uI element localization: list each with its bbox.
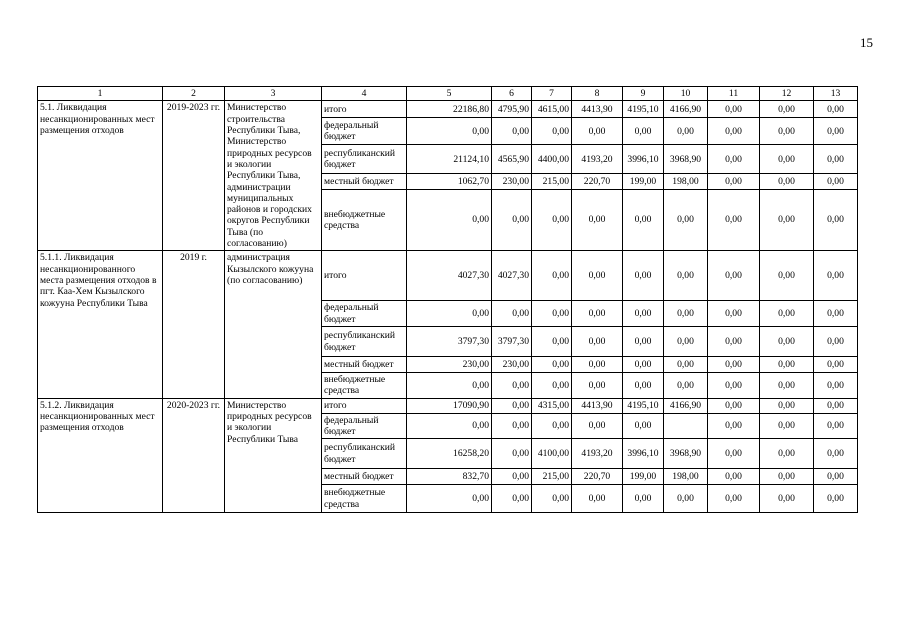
amount-cell: 4100,00 bbox=[532, 439, 572, 469]
amount-cell: 0,00 bbox=[407, 189, 492, 250]
amount-cell: 0,00 bbox=[664, 357, 708, 373]
funding-source: федеральный бюджет bbox=[322, 413, 407, 439]
amount-cell: 0,00 bbox=[814, 373, 858, 399]
funding-source: федеральный бюджет bbox=[322, 301, 407, 327]
amount-cell: 22186,80 bbox=[407, 101, 492, 118]
amount-cell: 0,00 bbox=[532, 485, 572, 513]
header-row bbox=[38, 87, 858, 101]
period: 2020-2023 гг. bbox=[163, 398, 225, 513]
amount-cell: 0,00 bbox=[814, 251, 858, 301]
amount-cell: 4565,90 bbox=[492, 145, 532, 174]
amount-cell: 832,70 bbox=[407, 469, 492, 485]
amount-cell: 0,00 bbox=[708, 251, 760, 301]
header-cell: 5 bbox=[407, 87, 492, 101]
amount-cell: 3797,30 bbox=[492, 327, 532, 357]
period: 2019-2023 гг. bbox=[163, 101, 225, 251]
amount-cell: 0,00 bbox=[532, 327, 572, 357]
amount-cell: 0,00 bbox=[814, 357, 858, 373]
amount-cell: 0,00 bbox=[572, 189, 623, 250]
amount-cell: 0,00 bbox=[708, 373, 760, 399]
amount-cell: 0,00 bbox=[572, 373, 623, 399]
amount-cell: 0,00 bbox=[407, 373, 492, 399]
amount-cell: 0,00 bbox=[708, 439, 760, 469]
amount-cell: 4166,90 bbox=[664, 101, 708, 118]
amount-cell: 0,00 bbox=[572, 357, 623, 373]
amount-cell: 0,00 bbox=[708, 398, 760, 413]
table-row bbox=[38, 101, 858, 118]
funding-source: республиканский бюджет bbox=[322, 327, 407, 357]
amount-cell: 0,00 bbox=[532, 413, 572, 439]
amount-cell: 21124,10 bbox=[407, 145, 492, 174]
amount-cell: 0,00 bbox=[708, 357, 760, 373]
amount-cell: 0,00 bbox=[532, 357, 572, 373]
responsible-org: администрация Кызылского кожууна (по согласованию) bbox=[225, 251, 322, 398]
amount-cell: 3996,10 bbox=[623, 145, 664, 174]
amount-cell: 0,00 bbox=[760, 251, 814, 301]
amount-cell: 0,00 bbox=[760, 174, 814, 190]
amount-cell: 3797,30 bbox=[407, 327, 492, 357]
table-row bbox=[38, 251, 858, 301]
funding-source: внебюджетные средства bbox=[322, 189, 407, 250]
amount-cell: 0,00 bbox=[760, 469, 814, 485]
amount-cell: 0,00 bbox=[814, 145, 858, 174]
amount-cell: 0,00 bbox=[407, 301, 492, 327]
funding-source: итого bbox=[322, 398, 407, 413]
funding-source: республиканский бюджет bbox=[322, 145, 407, 174]
amount-cell: 0,00 bbox=[623, 373, 664, 399]
header-cell: 3 bbox=[225, 87, 322, 101]
amount-cell: 0,00 bbox=[708, 469, 760, 485]
amount-cell: 0,00 bbox=[760, 327, 814, 357]
amount-cell: 3996,10 bbox=[623, 439, 664, 469]
amount-cell: 0,00 bbox=[532, 251, 572, 301]
amount-cell: 17090,90 bbox=[407, 398, 492, 413]
amount-cell: 4795,90 bbox=[492, 101, 532, 118]
amount-cell: 0,00 bbox=[708, 485, 760, 513]
table-row bbox=[38, 398, 858, 413]
amount-cell: 0,00 bbox=[814, 398, 858, 413]
amount-cell: 0,00 bbox=[623, 357, 664, 373]
amount-cell: 4193,20 bbox=[572, 145, 623, 174]
amount-cell: 230,00 bbox=[492, 357, 532, 373]
header-cell: 9 bbox=[623, 87, 664, 101]
header-cell: 4 bbox=[322, 87, 407, 101]
amount-cell: 0,00 bbox=[492, 118, 532, 145]
amount-cell: 4166,90 bbox=[664, 398, 708, 413]
amount-cell: 4315,00 bbox=[532, 398, 572, 413]
amount-cell: 4413,90 bbox=[572, 398, 623, 413]
amount-cell: 0,00 bbox=[623, 189, 664, 250]
header-cell: 13 bbox=[814, 87, 858, 101]
amount-cell: 230,00 bbox=[492, 174, 532, 190]
amount-cell: 0,00 bbox=[708, 189, 760, 250]
amount-cell: 0,00 bbox=[814, 301, 858, 327]
amount-cell: 0,00 bbox=[708, 301, 760, 327]
amount-cell: 0,00 bbox=[814, 189, 858, 250]
amount-cell: 0,00 bbox=[708, 145, 760, 174]
amount-cell: 0,00 bbox=[664, 301, 708, 327]
amount-cell: 0,00 bbox=[623, 251, 664, 301]
amount-cell: 0,00 bbox=[492, 373, 532, 399]
amount-cell: 0,00 bbox=[623, 485, 664, 513]
amount-cell: 0,00 bbox=[760, 357, 814, 373]
funding-source: местный бюджет bbox=[322, 174, 407, 190]
funding-source: местный бюджет bbox=[322, 469, 407, 485]
amount-cell: 0,00 bbox=[760, 413, 814, 439]
amount-cell: 4615,00 bbox=[532, 101, 572, 118]
amount-cell: 0,00 bbox=[572, 118, 623, 145]
amount-cell: 3968,90 bbox=[664, 439, 708, 469]
amount-cell: 0,00 bbox=[407, 485, 492, 513]
amount-cell: 215,00 bbox=[532, 469, 572, 485]
amount-cell: 0,00 bbox=[664, 485, 708, 513]
amount-cell: 0,00 bbox=[760, 101, 814, 118]
amount-cell: 198,00 bbox=[664, 469, 708, 485]
header-cell: 11 bbox=[708, 87, 760, 101]
amount-cell: 0,00 bbox=[760, 118, 814, 145]
amount-cell: 0,00 bbox=[623, 327, 664, 357]
funding-source: федеральный бюджет bbox=[322, 118, 407, 145]
amount-cell: 0,00 bbox=[532, 301, 572, 327]
responsible-org: Министерство природных ресурсов и экологии Республики Тыва bbox=[225, 398, 322, 513]
amount-cell: 0,00 bbox=[623, 118, 664, 145]
amount-cell: 0,00 bbox=[492, 469, 532, 485]
amount-cell: 4195,10 bbox=[623, 398, 664, 413]
amount-cell: 0,00 bbox=[664, 373, 708, 399]
amount-cell: 1062,70 bbox=[407, 174, 492, 190]
funding-source: итого bbox=[322, 251, 407, 301]
amount-cell: 4195,10 bbox=[623, 101, 664, 118]
header-cell: 1 bbox=[38, 87, 163, 101]
amount-cell: 0,00 bbox=[492, 189, 532, 250]
amount-cell: 0,00 bbox=[492, 413, 532, 439]
measure-name: 5.1.2. Ликвидация несанкционированных мест размещения отходов bbox=[38, 398, 163, 513]
amount-cell: 0,00 bbox=[760, 189, 814, 250]
amount-cell: 0,00 bbox=[814, 413, 858, 439]
amount-cell: 0,00 bbox=[572, 327, 623, 357]
amount-cell: 198,00 bbox=[664, 174, 708, 190]
amount-cell: 0,00 bbox=[407, 118, 492, 145]
amount-cell: 0,00 bbox=[572, 485, 623, 513]
amount-cell: 0,00 bbox=[760, 439, 814, 469]
amount-cell: 0,00 bbox=[492, 485, 532, 513]
header-cell: 7 bbox=[532, 87, 572, 101]
amount-cell: 0,00 bbox=[572, 301, 623, 327]
amount-cell: 0,00 bbox=[492, 398, 532, 413]
amount-cell: 0,00 bbox=[814, 469, 858, 485]
amount-cell: 0,00 bbox=[664, 327, 708, 357]
amount-cell: 4400,00 bbox=[532, 145, 572, 174]
responsible-org: Министерство строительства Республики Тыва, Министерство природных ресурсов и экологии Республики Тыва, администрации муниципальных районов и городских округов Республики Тыва (по согласованию) bbox=[225, 101, 322, 251]
header-cell: 2 bbox=[163, 87, 225, 101]
amount-cell: 0,00 bbox=[407, 413, 492, 439]
amount-cell: 0,00 bbox=[664, 189, 708, 250]
amount-cell: 0,00 bbox=[760, 373, 814, 399]
amount-cell: 4027,30 bbox=[407, 251, 492, 301]
amount-cell: 3968,90 bbox=[664, 145, 708, 174]
funding-source: республиканский бюджет bbox=[322, 439, 407, 469]
amount-cell: 0,00 bbox=[760, 301, 814, 327]
header-cell: 6 bbox=[492, 87, 532, 101]
header-cell: 8 bbox=[572, 87, 623, 101]
funding-source: внебюджетные средства bbox=[322, 485, 407, 513]
period: 2019 г. bbox=[163, 251, 225, 398]
amount-cell: 0,00 bbox=[814, 439, 858, 469]
amount-cell: 199,00 bbox=[623, 469, 664, 485]
amount-cell: 0,00 bbox=[814, 118, 858, 145]
measure-name: 5.1.1. Ликвидация несанкционированного места размещения отходов в пгт. Каа-Хем Кызылского кожууна Республики Тыва bbox=[38, 251, 163, 398]
amount-cell: 220,70 bbox=[572, 469, 623, 485]
measure-name: 5.1. Ликвидация несанкционированных мест размещения отходов bbox=[38, 101, 163, 251]
amount-cell: 0,00 bbox=[708, 174, 760, 190]
amount-cell: 0,00 bbox=[623, 301, 664, 327]
amount-cell: 0,00 bbox=[623, 413, 664, 439]
amount-cell: 0,00 bbox=[708, 327, 760, 357]
amount-cell: 0,00 bbox=[708, 101, 760, 118]
amount-cell: 0,00 bbox=[760, 145, 814, 174]
amount-cell: 0,00 bbox=[708, 413, 760, 439]
funding-table bbox=[37, 86, 858, 513]
amount-cell: 16258,20 bbox=[407, 439, 492, 469]
header-cell: 12 bbox=[760, 87, 814, 101]
amount-cell: 215,00 bbox=[532, 174, 572, 190]
amount-cell bbox=[664, 413, 708, 439]
amount-cell: 0,00 bbox=[708, 118, 760, 145]
amount-cell: 0,00 bbox=[814, 485, 858, 513]
amount-cell: 0,00 bbox=[814, 101, 858, 118]
funding-source: внебюджетные средства bbox=[322, 373, 407, 399]
funding-source: итого bbox=[322, 101, 407, 118]
amount-cell: 0,00 bbox=[572, 413, 623, 439]
amount-cell: 0,00 bbox=[664, 118, 708, 145]
amount-cell: 0,00 bbox=[532, 373, 572, 399]
amount-cell: 4027,30 bbox=[492, 251, 532, 301]
amount-cell: 0,00 bbox=[760, 485, 814, 513]
amount-cell: 4193,20 bbox=[572, 439, 623, 469]
amount-cell: 0,00 bbox=[492, 301, 532, 327]
header-cell: 10 bbox=[664, 87, 708, 101]
amount-cell: 0,00 bbox=[760, 398, 814, 413]
amount-cell: 0,00 bbox=[814, 327, 858, 357]
amount-cell: 0,00 bbox=[492, 439, 532, 469]
amount-cell: 230,00 bbox=[407, 357, 492, 373]
page-number: 15 bbox=[860, 35, 873, 50]
amount-cell: 0,00 bbox=[814, 174, 858, 190]
amount-cell: 0,00 bbox=[532, 118, 572, 145]
funding-source: местный бюджет bbox=[322, 357, 407, 373]
amount-cell: 4413,90 bbox=[572, 101, 623, 118]
amount-cell: 0,00 bbox=[664, 251, 708, 301]
amount-cell: 0,00 bbox=[572, 251, 623, 301]
amount-cell: 0,00 bbox=[532, 189, 572, 250]
amount-cell: 220,70 bbox=[572, 174, 623, 190]
amount-cell: 199,00 bbox=[623, 174, 664, 190]
